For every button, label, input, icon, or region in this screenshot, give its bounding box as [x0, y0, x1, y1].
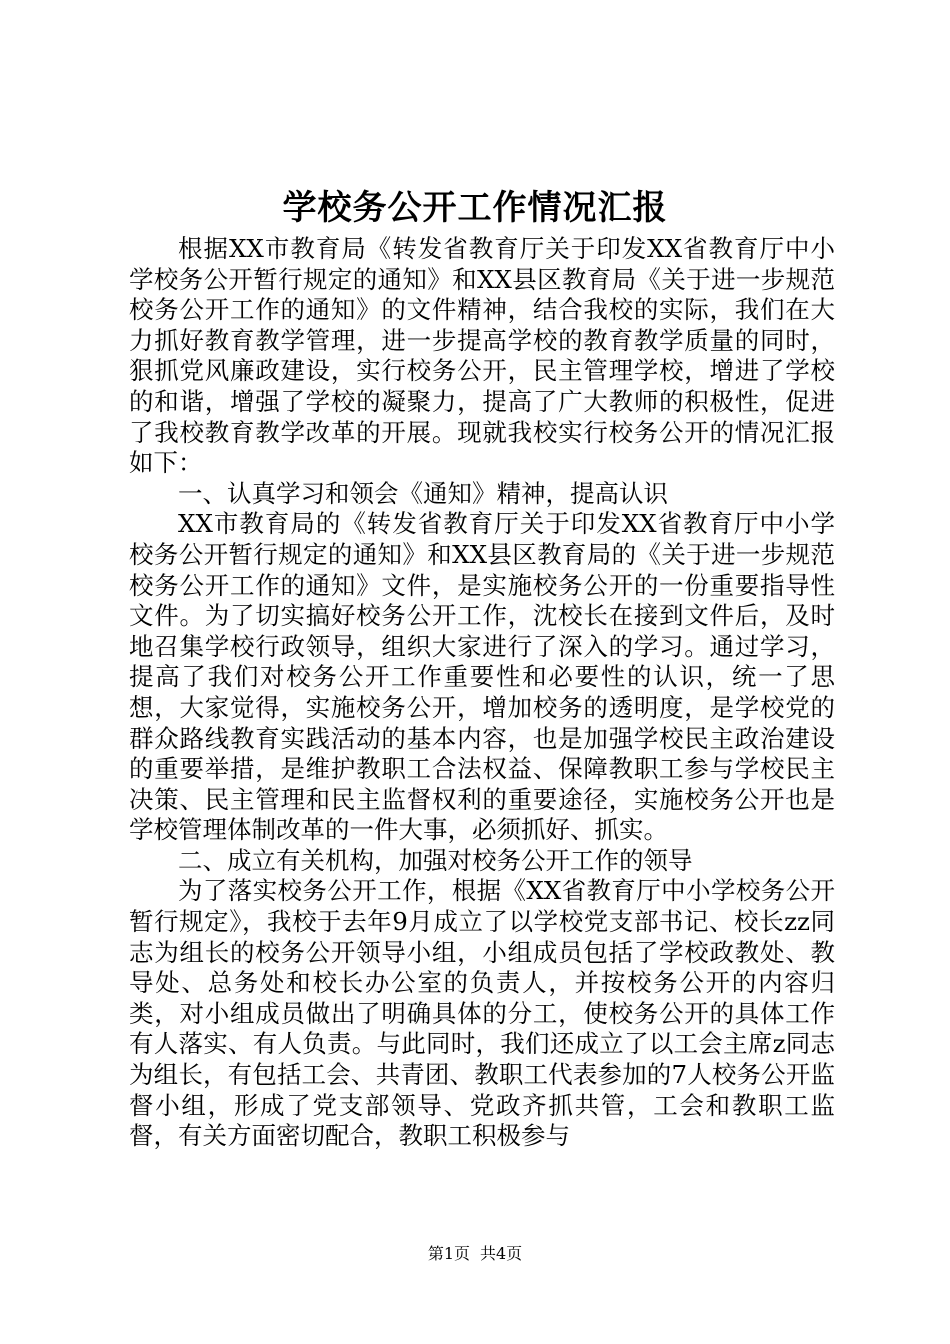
document-title: 学校务公开工作情况汇报: [282, 188, 668, 228]
page-footer: [0, 1244, 950, 1264]
page-number: 第1页: [427, 1244, 470, 1263]
section-heading-1: 一、认真学习和领会《通知》精神，提高认识: [178, 478, 668, 508]
paragraph-section-2: 为了落实校务公开工作，根据《XX省教育厅中小学校务公开暂行规定》，我校于去年9月成立了以学校党支部书记、校长zz同志为组长的校务公开领导小组，小组成员包括了学校政教处、教导处、总务处和校长办公室的负责人，并按校务公开的内容归类，对小组成员做出了明确具体的分工，使校务公开的具体工作有人落实、有人负责。与此同时，我们还成立了以工会主席z同志为组长，有包括工会、共青团、教职工代表参加的7人校务公开监督小组，形成了党支部领导、党政齐抓共管，工会和教职工监督，有关方面密切配合，教职工积极参与: [129, 876, 835, 1151]
paragraph-intro: 根据XX市教育局《转发省教育厅关于印发XX省教育厅中小学校务公开暂行规定的通知》和XX县区教育局《关于进一步规范校务公开工作的通知》的文件精神，结合我校的实际，我们在大力抓好教育教学管理，进一步提高学校的教育教学质量的同时，狠抓党风廉政建设，实行校务公开，民主管理学校，增进了学校的和谐，增强了学校的凝聚力，提高了广大教师的积极性，促进了我校教育教学改革的开展。现就我校实行校务公开的情况汇报如下：: [129, 234, 835, 478]
section-heading-2: 二、成立有关机构，加强对校务公开工作的领导: [178, 845, 693, 875]
paragraph-section-1: XX市教育局的《转发省教育厅关于印发XX省教育厅中小学校务公开暂行规定的通知》和XX县区教育局的《关于进一步规范校务公开工作的通知》文件，是实施校务公开的一份重要指导性文件。为了切实搞好校务公开工作，沈校长在接到文件后，及时地召集学校行政领导，组织大家进行了深入的学习。通过学习，提高了我们对校务公开工作重要性和必要性的认识，统一了思想，大家觉得，实施校务公开，增加校务的透明度，是学校党的群众路线教育实践活动的基本内容，也是加强学校民主政治建设的重要举措，是维护教职工合法权益、保障教职工参与学校民主决策、民主管理和民主监督权利的重要途径，实施校务公开也是学校管理体制改革的一件大事，必须抓好、抓实。: [129, 509, 835, 845]
document-body: [129, 234, 835, 1152]
page-total: 共4页: [480, 1244, 523, 1263]
